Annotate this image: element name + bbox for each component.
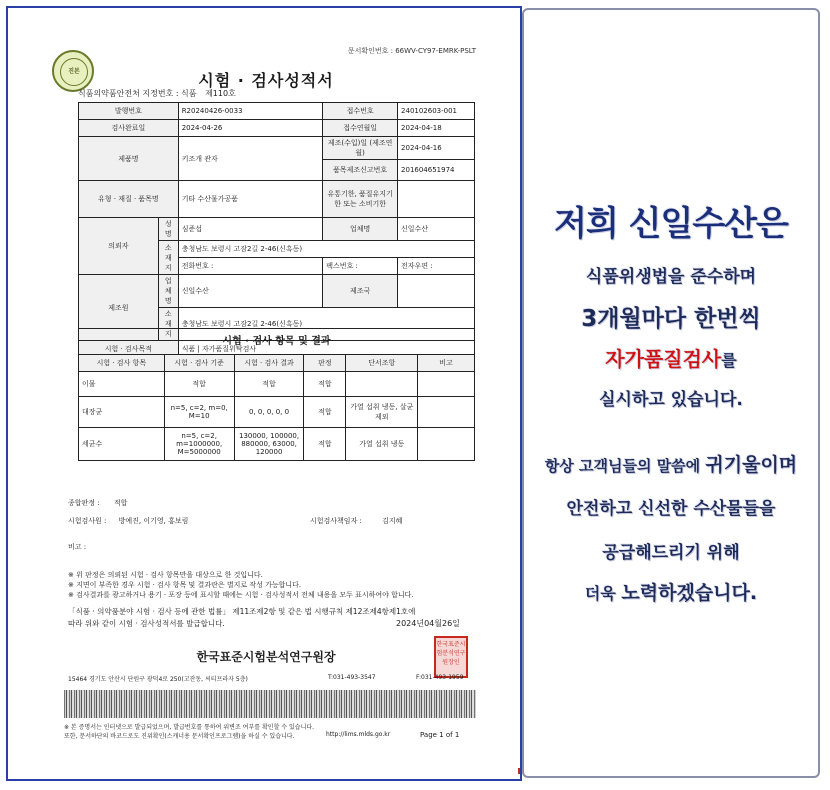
- type-label: 유형 · 재질 · 품목명: [79, 181, 179, 218]
- maker-label: 제조원: [79, 275, 159, 341]
- verify-url[interactable]: http://lims.mlds.go.kr: [326, 731, 391, 738]
- note-line: ※ 검사결과를 광고하거나 용기 · 포장 등에 표시할 때에는 시험 · 검사성적서 전체 내용을 모두 표시하여야 합니다.: [68, 591, 414, 599]
- note-line: ※ 지면이 부족한 경우 시험 · 검사 항목 및 결과란은 별지로 작성 가능합니다.: [68, 581, 302, 589]
- client-email: [398, 258, 475, 275]
- client-name-label: 성명: [158, 218, 178, 241]
- mfg-date: 2024-04-16: [398, 137, 475, 160]
- results-header: 시험 · 검사 기준: [164, 355, 234, 372]
- results-header: 비고: [418, 355, 475, 372]
- purpose-label: 시험 · 검사목적: [79, 341, 179, 358]
- promo-line: [524, 450, 818, 477]
- remark-label: 비고 :: [68, 543, 87, 551]
- product-name: 키조개 관자: [178, 137, 323, 181]
- maker-address: 충청남도 보령시 고잠2길 2-46(신흑동): [178, 308, 474, 341]
- inspectors: [68, 516, 188, 526]
- results-table: [78, 354, 475, 461]
- receipt-no-label: 접수번호: [323, 103, 398, 120]
- result-std: 적합: [164, 372, 234, 397]
- institute-name: 한국표준시험분석연구원장: [196, 650, 336, 664]
- promo-line: 3개월마다 한번씩: [581, 306, 761, 332]
- promo-line: [524, 343, 818, 372]
- result-clause: 가열 섭취 냉동, 살균제외: [346, 397, 418, 428]
- result-note: [418, 372, 475, 397]
- purpose-value: 식품 | 자가품질위탁검사: [178, 341, 474, 358]
- footer-note-1: ※ 본 증명서는 인터넷으로 발급되었으며, 발급번호를 통하여 위변조 여부를 확인할 수 있습니다.: [64, 724, 315, 731]
- overall-judgement: [68, 498, 127, 508]
- result-judge: 적합: [304, 428, 346, 461]
- authenticity-seal-label: 진본: [60, 58, 88, 86]
- complete-date-label: 검사완료일: [79, 120, 179, 137]
- overall-value: 적합: [113, 499, 128, 507]
- page-indicator: Page 1 of 1: [420, 731, 460, 739]
- doc-confirm-number: 문서확인번호 : 66WV-CY97-EMRK-PSLT: [347, 47, 476, 55]
- statement-2: 따라 위와 같이 시험 · 검사성적서를 발급합니다.: [68, 619, 225, 628]
- table-row: [79, 428, 475, 461]
- promo-text: 항상 고객님들의 말씀에: [544, 457, 706, 475]
- results-title: 시험 · 검사 항목 및 결과: [78, 328, 475, 354]
- promo-headline: 저희 신일수산은: [554, 204, 788, 244]
- manager: [310, 516, 402, 526]
- promo-emphasis: 귀기울이며: [705, 454, 798, 476]
- results-header: 시험 · 검사 결과: [234, 355, 304, 372]
- inspectors-value: 방예진, 이기영, 홍보림: [118, 517, 189, 525]
- promo-line: [524, 578, 818, 605]
- manager-label: 시험검사책임자 :: [310, 517, 362, 525]
- maker-address-label: 소재지: [158, 308, 178, 341]
- result-item: 세균수: [79, 428, 165, 461]
- type-value: 기타 수산물가공품: [178, 181, 323, 218]
- results-header: 단서조항: [346, 355, 418, 372]
- institute-address: 15464 경기도 안산시 단원구 광덕4로 250(고잔동, 씨티프라자 5층): [68, 676, 248, 683]
- result-item: 이물: [79, 372, 165, 397]
- result-judge: 적합: [304, 397, 346, 428]
- report-no-label: 품목제조신고번호: [323, 160, 398, 181]
- table-row: [79, 372, 475, 397]
- client-label: 의뢰자: [79, 218, 159, 275]
- institute-tel: T:031-493-3547: [328, 674, 376, 681]
- result-note: [418, 428, 475, 461]
- institute-fax: F:031-493-1959: [416, 674, 464, 681]
- receipt-date: 2024-04-18: [398, 120, 475, 137]
- verification-barcode: [64, 690, 476, 718]
- promo-line: 안전하고 신선한 수산물들을: [566, 499, 776, 519]
- results-header: 시험 · 검사 항목: [79, 355, 165, 372]
- result-note: [418, 397, 475, 428]
- results-header: 판정: [304, 355, 346, 372]
- tel-label: 전화번호 :: [181, 262, 214, 270]
- result-value: 적합: [234, 372, 304, 397]
- results-header-row: [79, 355, 475, 372]
- designation-label: 식품의약품안전처 지정번호 : 식품: [78, 89, 197, 98]
- table-row: [79, 397, 475, 428]
- test-certificate: [6, 6, 522, 781]
- note-line: ※ 위 판정은 의뢰된 시험 · 검사 항목만을 대상으로 한 것입니다.: [68, 571, 263, 579]
- result-clause: [346, 372, 418, 397]
- designation-no: 제110호: [205, 89, 236, 98]
- client-name: 심준섭: [178, 218, 323, 241]
- promo-line: 공급해드리기 위해: [602, 543, 740, 563]
- footer-note-2: 또한, 문서하단의 바코드로도 진위확인(스캐너용 문서확인프로그램)을 하실 수 있습니다.: [64, 733, 295, 740]
- issue-date: 2024년04월26일: [396, 619, 460, 628]
- designation-line: [78, 88, 236, 99]
- result-judge: 적합: [304, 372, 346, 397]
- expiry-label: 유통기한, 품질유지기한 또는 소비기한: [323, 181, 398, 218]
- promo-text: 더욱: [584, 584, 622, 603]
- official-seal-icon: 한국표준시험분석연구원장인: [434, 636, 468, 678]
- result-clause: 가열 섭취 냉동: [346, 428, 418, 461]
- issue-no-label: 발행번호: [79, 103, 179, 120]
- promo-text: 를: [721, 351, 737, 370]
- issue-no: R20240426-0033: [178, 103, 323, 120]
- promo-emphasis: 노력하겠습니다.: [621, 582, 758, 604]
- report-no: 201604651974: [398, 160, 475, 181]
- client-company: 신일수산: [398, 218, 475, 241]
- result-value: 130000, 100000, 880000, 63000, 120000: [234, 428, 304, 461]
- certificate-title: 시험 · 검사성적서: [198, 71, 334, 90]
- promo-panel: [522, 8, 820, 778]
- country-value: [398, 275, 475, 308]
- client-tel: [178, 258, 323, 275]
- receipt-date-label: 접수연월일: [323, 120, 398, 137]
- client-address-label: 소재지: [158, 241, 178, 275]
- info-table: [78, 102, 475, 358]
- email-label: 전자우편 :: [401, 262, 433, 270]
- client-fax: [323, 258, 398, 275]
- promo-line: 실시하고 있습니다.: [599, 390, 743, 410]
- fax-label: 팩스번호 :: [326, 262, 358, 270]
- maker-company: 신일수산: [178, 275, 323, 308]
- result-std: n=5, c=2, m=1000000, M=5000000: [164, 428, 234, 461]
- country-label: 제조국: [323, 275, 398, 308]
- complete-date: 2024-04-26: [178, 120, 323, 137]
- inspectors-label: 시험검사원 :: [68, 517, 107, 525]
- product-label: 제품명: [79, 137, 179, 181]
- client-company-label: 업체명: [323, 218, 398, 241]
- manager-value: 김지혜: [382, 517, 403, 525]
- statement-1: 「식품 · 의약품분야 시험 · 검사 등에 관한 법률」 제11조제2항 및 같은 법 시행규칙 제12조제4항제1호에: [68, 607, 416, 616]
- result-item: 대장균: [79, 397, 165, 428]
- overall-label: 종합판정 :: [68, 499, 100, 507]
- promo-line: 식품위생법을 준수하며: [585, 267, 757, 287]
- expiry-value: [398, 181, 475, 218]
- promo-highlight: 자가품질검사: [605, 347, 722, 371]
- maker-company-label: 업체명: [158, 275, 178, 308]
- receipt-no: 240102603-001: [398, 103, 475, 120]
- mfg-date-label: 제조(수입)일 (제조연월): [323, 137, 398, 160]
- result-std: n=5, c=2, m=0, M=10: [164, 397, 234, 428]
- client-address: 충청남도 보령시 고잠2길 2-46(신흑동): [178, 241, 474, 258]
- result-value: 0, 0, 0, 0, 0: [234, 397, 304, 428]
